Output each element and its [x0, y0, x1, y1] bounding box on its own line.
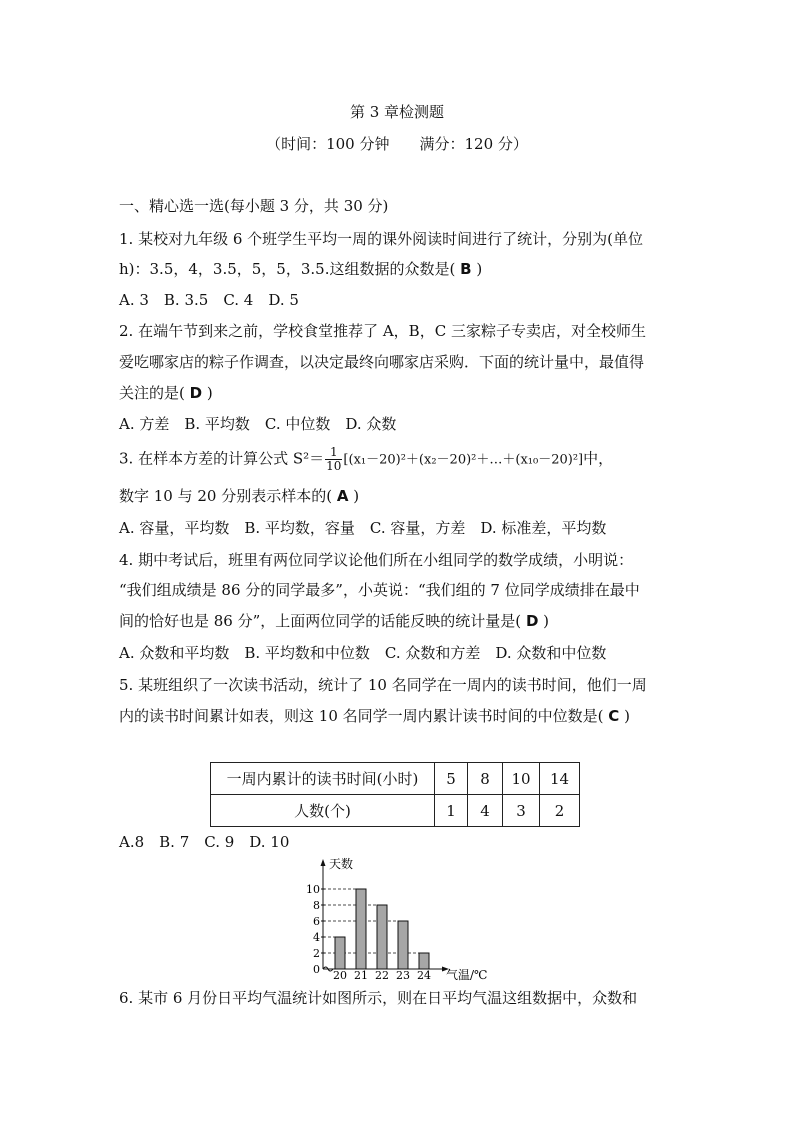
- q3-formula: [(x₁－20)²＋(x₂－20)²＋…＋(x₁₀－20)²]: [343, 452, 584, 468]
- q1-options: A. 3 B. 3.5 C. 4 D. 5: [119, 291, 299, 309]
- q1-line2: [119, 259, 482, 279]
- table-cell: 2: [540, 795, 580, 827]
- table-cell: 1: [435, 795, 468, 827]
- y-tick-label: 8: [313, 899, 320, 912]
- q3-line1: [119, 446, 613, 473]
- q4-answer: D: [525, 612, 539, 630]
- y-axis-label: 天数: [329, 857, 354, 871]
- q3-fraction: [325, 446, 342, 473]
- q2-options: A. 方差 B. 平均数 C. 中位数 D. 众数: [119, 415, 397, 433]
- q5-line2: [119, 706, 630, 726]
- y-tick-label: 0: [313, 963, 320, 976]
- q5-close: ): [624, 707, 630, 725]
- x-tick-label: 23: [396, 969, 410, 982]
- q3-line2: [119, 486, 359, 506]
- x-tick-label: 22: [375, 969, 389, 982]
- q4-line2: “我们组成绩是 86 分的同学最多”，小英说：“我们组的 7 位同学成绩排在最中: [119, 581, 640, 599]
- q2-close: ): [206, 384, 213, 402]
- q2-line2: 爱吃哪家店的粽子作调查，以决定最终向哪家店采购．下面的统计量中，最值得: [119, 353, 645, 371]
- page-title: 第 3 章检测题: [349, 103, 445, 121]
- x-tick-label: 20: [333, 969, 347, 982]
- bar-23: [398, 921, 408, 969]
- table-cell: 5: [435, 763, 468, 795]
- bar-24: [419, 953, 429, 969]
- table-row: [211, 763, 580, 795]
- bar-22: [377, 905, 387, 969]
- q3-stem-tail: 中，: [583, 449, 614, 468]
- table-cell: 一周内累计的读书时间(小时): [211, 763, 435, 795]
- y-tick-label: 6: [313, 915, 320, 928]
- q4-options: A. 众数和平均数 B. 平均数和中位数 C. 众数和方差 D. 众数和中位数: [119, 644, 607, 662]
- q3-answer: A: [336, 487, 349, 505]
- q4-stem-end: 间的恰好也是 86 分”，上面两位同学的话能反映的统计量是(: [119, 612, 522, 630]
- x-tick-label: 24: [417, 969, 431, 982]
- q3-close: ): [353, 487, 360, 505]
- q6-line1: 6. 某市 6 月份日平均气温统计如图所示，则在日平均气温这组数据中，众数和: [119, 989, 638, 1007]
- reading-time-table: [210, 762, 580, 827]
- q5-answer: C: [608, 707, 620, 725]
- q4-line1: 4. 期中考试后，班里有两位同学议论他们所在小组同学的数学成绩，小明说：: [119, 551, 634, 569]
- y-tick-label: 10: [306, 883, 320, 896]
- table-row: [211, 795, 580, 827]
- q3-frac-num: 1: [325, 446, 342, 460]
- q2-line1: 2. 在端午节到来之前，学校食堂推荐了 A，B，C 三家粽子专卖店，对全校师生: [119, 322, 646, 340]
- temperature-bar-chart: [300, 855, 500, 983]
- q3-frac-den: 10: [326, 459, 342, 473]
- q3-stem: 3. 在样本方差的计算公式 S²＝: [119, 449, 325, 468]
- table-cell: 3: [503, 795, 540, 827]
- q1-close: ): [476, 260, 483, 278]
- bar-21: [356, 889, 366, 969]
- q3-options: A. 容量，平均数 B. 平均数，容量 C. 容量，方差 D. 标准差，平均数: [119, 519, 607, 537]
- bar-20: [335, 937, 345, 969]
- exam-info: （时间：100 分钟 满分：120 分）: [266, 135, 528, 153]
- q5-options: A.8 B. 7 C. 9 D. 10: [119, 833, 290, 851]
- table-cell: 人数(个): [211, 795, 435, 827]
- section-heading: 一、精心选一选(每小题 3 分，共 30 分): [119, 197, 389, 215]
- table-cell: 8: [468, 763, 503, 795]
- q3-stem-end: 数字 10 与 20 分别表示样本的(: [119, 487, 333, 505]
- y-tick-label: 4: [313, 931, 320, 944]
- q1-answer: B: [460, 260, 472, 278]
- y-tick-label: 2: [313, 947, 320, 960]
- q1-stem-end: h)：3.5，4，3.5，5，5，3.5.这组数据的众数是(: [119, 260, 456, 278]
- table-cell: 10: [503, 763, 540, 795]
- q4-close: ): [543, 612, 550, 630]
- x-tick-label: 21: [354, 969, 368, 982]
- q2-answer: D: [189, 384, 203, 402]
- y-axis-arrow-icon: [321, 859, 326, 866]
- table-cell: 14: [540, 763, 580, 795]
- q4-line3: [119, 611, 549, 631]
- q5-stem-end: 内的读书时间累计如表，则这 10 名同学一周内累计读书时间的中位数是(: [119, 707, 604, 725]
- x-axis-label: 气温/℃: [446, 968, 488, 982]
- q2-line3: [119, 383, 213, 403]
- q2-stem-end: 关注的是(: [119, 384, 185, 402]
- q5-line1: 5. 某班组织了一次读书活动，统计了 10 名同学在一周内的读书时间，他们一周: [119, 676, 647, 694]
- q1-line1: 1. 某校对九年级 6 个班学生平均一周的课外阅读时间进行了统计，分别为(单位: [119, 230, 644, 248]
- table-cell: 4: [468, 795, 503, 827]
